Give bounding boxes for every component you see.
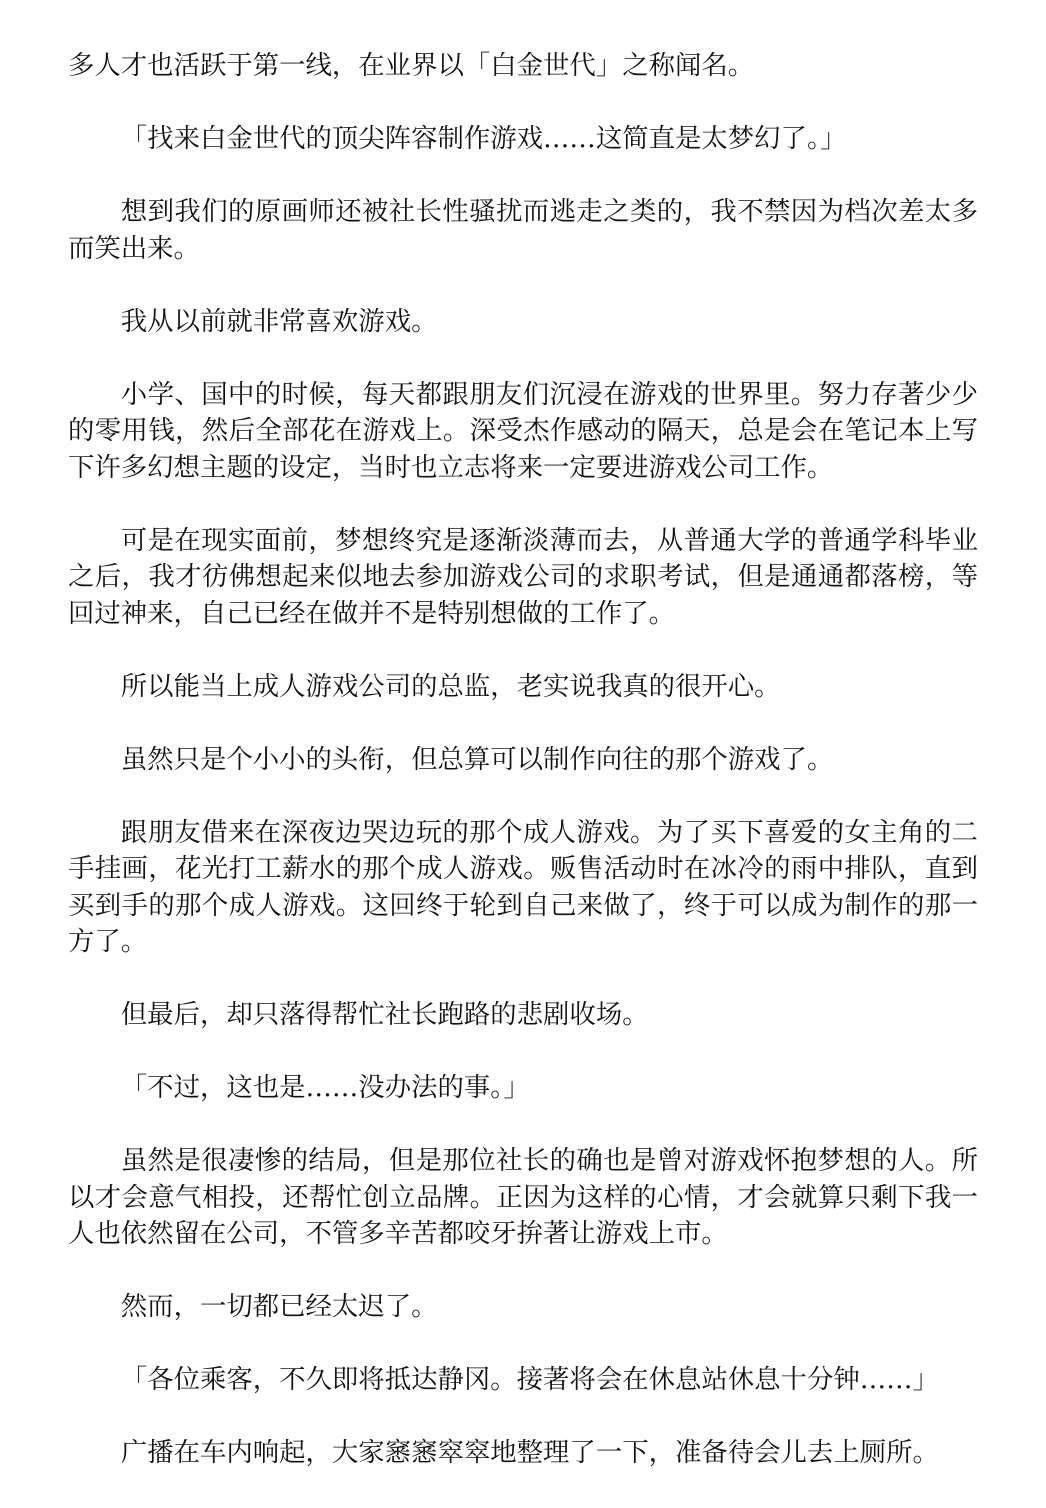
paragraph: 所以能当上成人游戏公司的总监，老实说我真的很开心。	[120, 670, 781, 702]
paragraph: 跟朋友借来在深夜边哭边玩的那个成人游戏。为了买下喜爱的女主角的二手挂画，花光打工薪水的那个成人游戏。贩售活动时在冰冷的雨中排队，直到买到手的那个成人游戏。这回终于轮到自己来做了，终于可以成为制作的那一方了。	[68, 816, 978, 957]
paragraph: 「找来白金世代的顶尖阵容制作游戏……这简直是太梦幻了。」	[120, 123, 847, 154]
paragraph: 然而，一切都已经太迟了。	[120, 1291, 438, 1322]
paragraph: 「各位乘客，不久即将抵达静冈。接著将会在休息站休息十分钟……」	[120, 1364, 939, 1395]
paragraph: 虽然只是个小小的头衔，但总算可以制作向往的那个游戏了。	[120, 743, 834, 775]
document-page	[68, 48, 978, 1508]
paragraph: 但最后，却只落得帮忙社长跑路的悲剧收场。	[120, 999, 649, 1030]
paragraph: 广播在车内响起，大家窸窸窣窣地整理了一下，准备待会儿去上厕所。	[120, 1437, 939, 1468]
paragraph: 虽然是很凄惨的结局，但是那位社长的确也是曾对游戏怀抱梦想的人。所以才会意气相投，还帮忙创立品牌。正因为这样的心情，才会就算只剩下我一人也依然留在公司，不管多辛苦都咬牙拚著让游戏上市。	[68, 1145, 978, 1249]
paragraph: 我从以前就非常喜欢游戏。	[120, 305, 438, 337]
paragraph: 多人才也活跃于第一线，在业界以「白金世代」之称闻名。	[68, 50, 755, 81]
paragraph: 「不过，这也是……没办法的事。」	[120, 1072, 530, 1103]
paragraph: 想到我们的原画师还被社长性骚扰而逃走之类的，我不禁因为档次差太多而笑出来。	[68, 196, 978, 264]
paragraph: 小学、国中的时候，每天都跟朋友们沉浸在游戏的世界里。努力存著少少的零用钱，然后全部花在游戏上。深受杰作感动的隔天，总是会在笔记本上写下许多幻想主题的设定，当时也立志将来一定要进游戏公司工作。	[68, 378, 978, 483]
paragraph: 可是在现实面前，梦想终究是逐渐淡薄而去，从普通大学的普通学科毕业之后，我才彷佛想起来似地去参加游戏公司的求职考试，但是通通都落榜，等回过神来，自己已经在做并不是特别想做的工作了。	[68, 524, 978, 629]
